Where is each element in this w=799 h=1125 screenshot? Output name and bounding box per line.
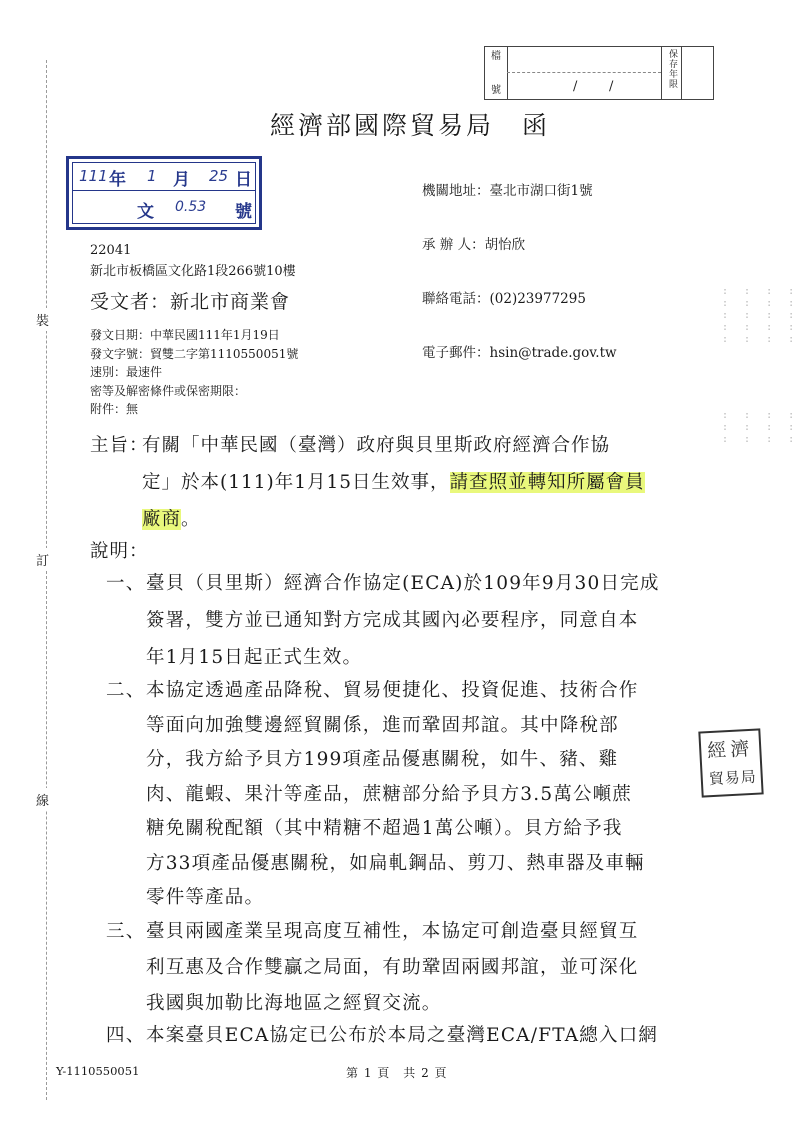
paragraph-line: 方33項產品優惠關稅，如扁軋鋼品、剪刀、熱車器及車輛	[146, 852, 645, 874]
paragraph-line: 臺貝兩國產業呈現高度互補性，本協定可創造臺貝經貿互	[146, 921, 639, 942]
agency-phone: 聯絡電話：(02)23977295	[422, 291, 586, 307]
agency-address: 機關地址：臺北市湖口街1號	[422, 183, 593, 199]
document-meta	[90, 326, 298, 419]
archive-dashed-line	[507, 72, 661, 73]
subject-highlight-2: 廠商	[142, 509, 182, 530]
paragraph-line: 分，我方給予貝方199項產品優惠關稅，如牛、豬、雞	[146, 749, 619, 770]
paragraph-line: 簽署，雙方並已通知對方完成其國內必要程序，同意自本	[146, 610, 639, 631]
agency-email: 電子郵件：hsin@trade.gov.tw	[422, 345, 617, 361]
recipient-street: 新北市板橋區文化路1段266號10樓	[90, 264, 296, 279]
archive-slash-1: /	[573, 79, 578, 94]
archive-file-label: 檔	[491, 51, 501, 62]
archive-retention-label: 保存年限	[669, 50, 679, 90]
stamp-doc-suffix: 號	[235, 202, 252, 222]
subject-highlight-1: 請查照並轉知所屬會員	[449, 472, 645, 493]
stamp-month-label: 月	[173, 170, 190, 190]
paragraph-line: 肉、龍蝦、果汁等產品，蔗糖部分給予貝方3.5萬公噸蔗	[146, 783, 633, 805]
archive-divider	[507, 47, 508, 99]
agency-handler: 承 辦 人：胡怡欣	[422, 237, 526, 253]
stamp-year-value: 111	[79, 167, 108, 185]
subject-line-2-text: 定」於本(111)年1月15日生效事，	[142, 472, 450, 493]
document-number: 發文字號：貿雙二字第1110550051號	[90, 346, 299, 361]
subject-line-2	[142, 465, 645, 501]
archive-slash-2: /	[609, 79, 614, 94]
attachment: 附件：無	[90, 402, 139, 416]
paragraph-line: 我國與加勒比海地區之經貿交流。	[146, 993, 442, 1014]
footer-document-id: Y-1110550051	[56, 1064, 140, 1078]
receipt-stamp	[66, 156, 262, 230]
stamp-day-value: 25	[209, 167, 229, 185]
stamp-month-value: 1	[147, 167, 157, 185]
paragraph-line: 本案臺貝ECA協定已公布於本局之臺灣ECA/FTA總入口網	[146, 1025, 659, 1046]
paragraph-line: 利互惠及合作雙贏之局面，有助鞏固兩國邦誼，並可深化	[146, 957, 639, 978]
archive-box	[484, 46, 714, 100]
paragraph-number: 四、	[106, 1025, 146, 1046]
paragraph-line: 年1月15日起正式生效。	[146, 647, 363, 668]
stamp-doc-label: 文	[137, 202, 154, 222]
issue-date: 發文日期：中華民國111年1月19日	[90, 328, 280, 342]
margin-char-bottom: 線	[36, 788, 49, 811]
subject-line-3	[142, 502, 201, 538]
stamp-year-label: 年	[109, 170, 126, 190]
stamp-day-label: 日	[235, 170, 252, 190]
document-title: 經濟部國際貿易局 函	[270, 111, 551, 140]
recipient-line: 受文者：新北市商業會	[90, 291, 291, 313]
seal-line-1: 經濟	[706, 737, 754, 763]
paragraph-line: 臺貝（貝里斯）經濟合作協定(ECA)於109年9月30日完成	[146, 573, 660, 594]
agency-info	[422, 146, 617, 380]
recipient-postcode: 22041	[90, 243, 132, 258]
paragraph-line: 等面向加強雙邊經貿關係，進而鞏固邦誼。其中降稅部	[146, 714, 619, 736]
margin-char-mid: 訂	[36, 548, 49, 571]
delivery-speed: 速別：最速件	[90, 365, 163, 379]
secrecy-level: 密等及解密條件或保密期限：	[90, 383, 247, 398]
recipient-address	[90, 240, 296, 282]
archive-divider	[681, 47, 682, 99]
binding-margin-line	[46, 60, 47, 1100]
subject-line-3-end: 。	[181, 509, 201, 530]
edge-dots: : : : : : : : : : : : : : : : : : : : :	[722, 286, 799, 345]
seal-line-2: 貿易局	[708, 767, 758, 789]
stamp-doc-value: 0.53	[175, 199, 207, 215]
paragraph-line: 本協定透過產品降稅、貿易便捷化、投資促進、技術合作	[146, 680, 639, 701]
paragraph-number: 三、	[106, 921, 146, 942]
archive-divider	[661, 47, 662, 99]
paragraph-line: 零件等產品。	[146, 887, 265, 908]
paragraph-number: 二、	[106, 680, 146, 701]
explanation-heading: 說明：	[90, 541, 149, 562]
subject-label: 主旨：	[90, 435, 149, 456]
footer-page-number: 第 1 頁 共 2 頁	[346, 1066, 448, 1080]
official-seal	[698, 728, 763, 797]
margin-char-top: 裝	[36, 308, 49, 331]
paragraph-line: 糖免關稅配額（其中精糖不超過1萬公噸）。貝方給予我	[146, 818, 623, 839]
edge-dots: : : : : : : : : : : : :	[722, 410, 799, 445]
paragraph-number: 一、	[106, 573, 146, 594]
archive-number-label: 號	[491, 85, 501, 96]
subject-line-1: 有關「中華民國（臺灣）政府與貝里斯政府經濟合作協	[142, 435, 611, 456]
